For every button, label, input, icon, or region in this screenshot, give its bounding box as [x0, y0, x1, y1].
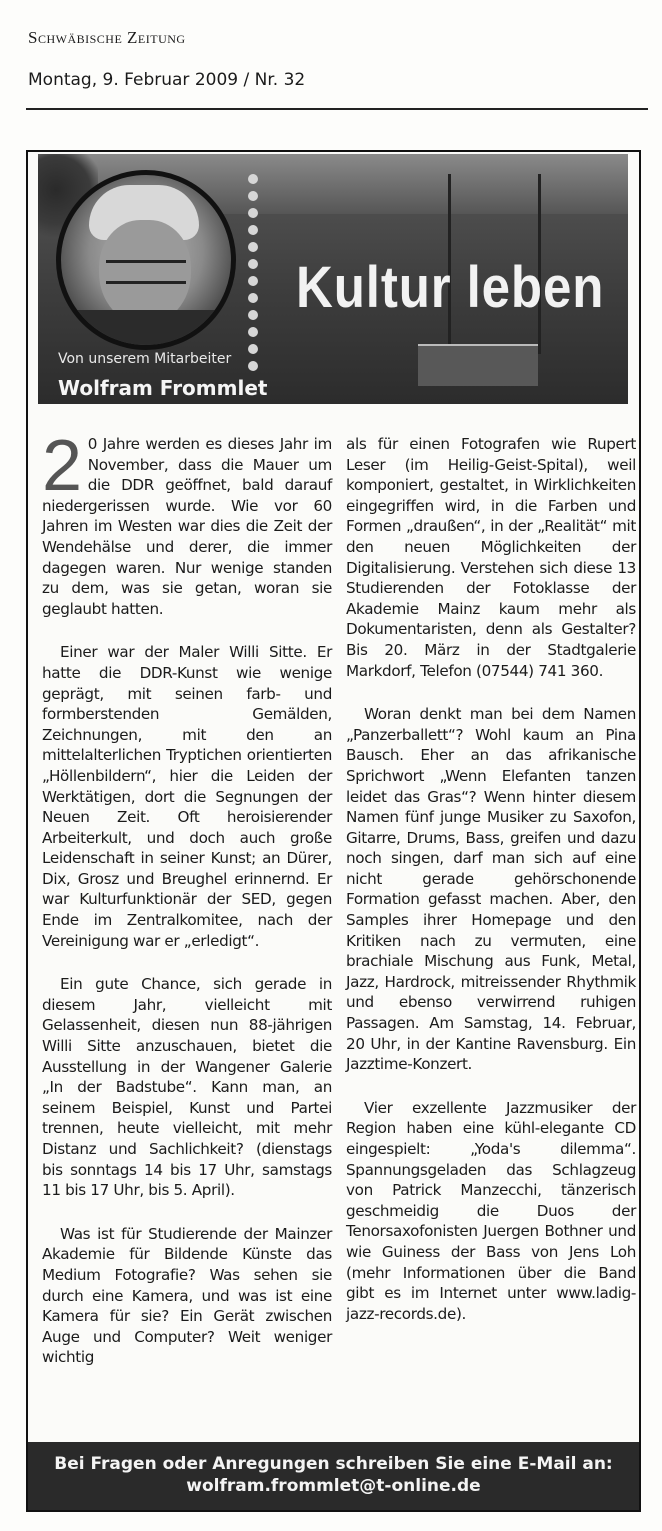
article-column-left	[42, 426, 332, 1391]
article-column-right	[346, 434, 636, 1347]
header-rule	[26, 108, 648, 110]
article-paragraph: Woran denkt man bei dem Namen „Panzerballett“? Wohl kaum an Pina Bausch. Eher an das afrikanische Sprichwort „Wenn Elefanten tanzen leidet das Gras“? Wenn hinter diesem Namen fünf junge Musiker zu Saxofon, Gitarre, Drums, Bass, greifen und dazu noch singen, darf man sich auf eine nicht gerade gehörschonende Formation gefasst machen. Aber, den Samples ihrer Homepage und den Kritiken nach zu vermuten, eine brachiale Mischung aus Funk, Metal, Jazz, Hardrock, mitreissender Rhythmik und ebenso verwirrend ruhigen Passagen. Am Samstag, 14. Februar, 20 Uhr, in der Kantine Ravensburg. Ein Jazztime-Konzert.	[346, 705, 636, 1074]
byline-prefix: Von unserem Mitarbeiter	[58, 351, 232, 367]
article-paragraph: als für einen Fotografen wie Rupert Leser (im Heilig-Geist-Spital), weil komponiert, gestaltet, in Wirklichkeiten eingegriffen wird, in die Farben und Formen „draußen“, in der „Realität“ mit den neuen Möglichkeiten der Digitalisierung. Verstehen sich diese 13 Studierenden der Fotoklasse der Akademie Mainz kaum mehr als Dokumentaristen, denn als Gestalter? Bis 20. März in der Stadtgalerie Markdorf, Telefon (07544) 741 360.	[346, 435, 636, 680]
portrait-glasses	[106, 260, 186, 284]
article-paragraph: Vier exzellente Jazzmusiker der Region haben eine kühl-elegante CD eingespielt: „Yoda's dilemma“. Spannungsgeladen das Schlagzeug von Patrick Manzecchi, tänzerisch geschmeidig die Duos der Tenorsaxofonisten Juergen Bothner und wie Guiness der Bass von Jens Loh (mehr Informationen über die Band gibt es im Internet unter www.ladig-jazz-records.de).	[346, 1098, 636, 1323]
article-paragraph: Was ist für Studierende der Mainzer Akademie für Bildende Künste das Medium Fotografie? Was sehen sie durch eine Kamera, und was ist eine Kamera für sie? Ein Gerät zwischen Auge und Computer? Weit weniger wichtig	[42, 1224, 332, 1367]
column-banner	[38, 154, 628, 404]
contact-footer	[28, 1442, 639, 1510]
column-frame	[26, 150, 641, 1512]
newspaper-masthead: Schwäbische Zeitung	[28, 28, 186, 47]
drop-cap: 2	[42, 426, 82, 506]
banner-building	[418, 344, 538, 386]
author-portrait	[56, 170, 236, 350]
film-perforation	[248, 174, 262, 384]
byline-author: Wolfram Frommlet	[58, 376, 268, 400]
footer-email[interactable]: wolfram.frommlet@t-online.de	[186, 1476, 481, 1496]
footer-prompt: Bei Fragen oder Anregungen schreiben Sie eine E-Mail an:	[54, 1454, 613, 1474]
article-paragraph: 2 0 Jahre werden es dieses Jahr im November, dass die Mauer um die DDR geöffnet, bald darauf niedergerissen wurde. Wie vor 60 Jahren im Westen war dies die Zeit der Wendehälse und derer, die immer dagegen waren. Nur wenige standen zu dem, was sie getan, woran sie geglaubt hatten.	[42, 426, 332, 618]
issue-dateline: Montag, 9. Februar 2009 / Nr. 32	[28, 70, 306, 90]
article-paragraph: Einer war der Maler Willi Sitte. Er hatte die DDR-Kunst wie wenige geprägt, mit seinen farb- und formberstenden Gemälden, Zeichnungen, mit den an mittelalterlichen Tryptichen orientierten „Höllenbildern“, hier die Leiden der Werktätigen, dort die Segnungen der Neuen Zeit. Oft heroisierender Arbeiterkult, und doch auch große Leidenschaft in seiner Kunst; an Dürer, Dix, Grosz und Breughel erinnernd. Er war Kulturfunktionär der SED, gegen Ende im Zentralkomitee, nach der Vereinigung war er „erledigt“.	[42, 643, 332, 950]
portrait-jacket	[61, 310, 231, 350]
column-title: Kultur leben	[296, 255, 605, 320]
article-paragraph: Ein gute Chance, sich gerade in diesem Jahr, vielleicht mit Gelassenheit, diesen nun 88-jährigen Willi Sitte anzuschauen, bietet die Ausstellung in der Wangener Galerie „In der Badstube“. Kann man, an seinem Beispiel, Kunst und Partei trennen, heute vielleicht, mit mehr Distanz und Sachlichkeit? (dienstags bis sonntags 14 bis 17 Uhr, samstags 11 bis 17 Uhr, bis 5. April).	[42, 975, 332, 1200]
